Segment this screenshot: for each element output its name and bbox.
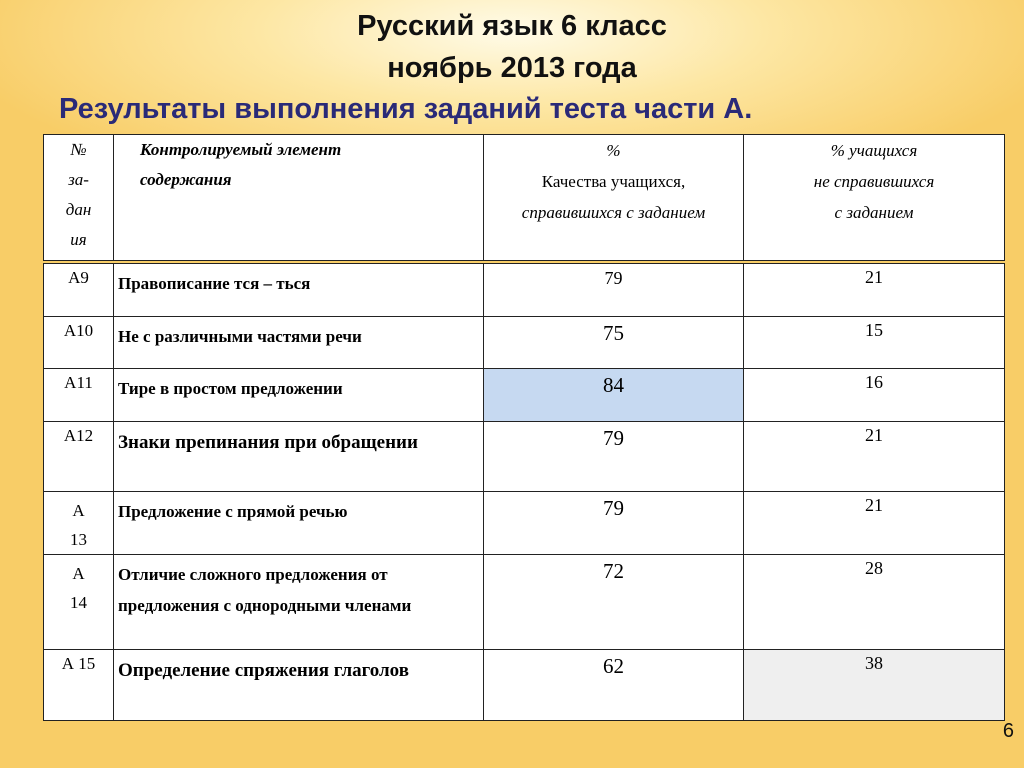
- task-element: Предложение с прямой речью: [114, 492, 484, 555]
- pct-ok: 62: [484, 650, 744, 721]
- task-number: А10: [44, 317, 114, 369]
- task-number: [44, 555, 114, 650]
- task-number: А12: [44, 422, 114, 492]
- pct-ok: 79: [484, 492, 744, 555]
- table-row: [44, 492, 1005, 555]
- pct-fail: 21: [744, 422, 1005, 492]
- task-element: Отличие сложного предложения от предложения с однородными членами: [114, 555, 484, 650]
- header-failed: [744, 135, 1005, 261]
- table-row: [44, 317, 1005, 369]
- pct-ok: 79: [484, 264, 744, 317]
- header-failed-line: не справившихся: [813, 172, 935, 191]
- task-number: А 15: [44, 650, 114, 721]
- table-row: [44, 422, 1005, 492]
- task-element: Не с различными частями речи: [114, 317, 484, 369]
- table-row: [44, 650, 1005, 721]
- header-quality-line: справившихся с заданием: [521, 203, 706, 222]
- pct-ok: 79: [484, 422, 744, 492]
- pct-fail: 15: [744, 317, 1005, 369]
- header-num-line: ия: [70, 230, 87, 249]
- task-number-part: А: [72, 564, 85, 583]
- pct-ok: 75: [484, 317, 744, 369]
- pct-fail-highlight: 38: [744, 650, 1005, 721]
- task-number: [44, 492, 114, 555]
- header-failed-line: с заданием: [834, 203, 914, 222]
- task-number-part: А: [72, 501, 85, 520]
- table-row: [44, 555, 1005, 650]
- header-element-line: Контролируемый элемент: [140, 140, 342, 159]
- pct-fail: 21: [744, 264, 1005, 317]
- pct-ok: 72: [484, 555, 744, 650]
- header-quality-line: Качества учащихся,: [541, 172, 686, 191]
- results-table: [43, 263, 1005, 721]
- slide-title-subject: Русский язык 6 класс: [357, 10, 667, 42]
- header-task-number: [44, 135, 114, 261]
- task-element: Знаки препинания при обращении: [114, 422, 484, 492]
- header-num-line: за-: [68, 170, 89, 189]
- page-number: 6: [1002, 720, 1014, 742]
- task-number-part: 14: [70, 593, 87, 612]
- results-table-header: [43, 134, 1005, 261]
- pct-fail: 28: [744, 555, 1005, 650]
- header-element-line: содержания: [140, 170, 232, 189]
- slide-title-date: ноябрь 2013 года: [387, 52, 637, 84]
- pct-ok-highlight: 84: [484, 369, 744, 422]
- header-num-line: дан: [65, 200, 92, 219]
- task-element: Тире в простом предложении: [114, 369, 484, 422]
- task-element: Правописание тся – ться: [114, 264, 484, 317]
- header-quality: [484, 135, 744, 261]
- header-num-line: №: [70, 140, 87, 159]
- task-number-part: 13: [70, 530, 87, 549]
- pct-fail: 16: [744, 369, 1005, 422]
- table-row: [44, 264, 1005, 317]
- header-failed-line: % учащихся: [830, 141, 918, 160]
- header-element: [114, 135, 484, 261]
- task-element: Определение спряжения глаголов: [114, 650, 484, 721]
- slide-subtitle: Результаты выполнения заданий теста части А.: [59, 93, 753, 125]
- table-row: [44, 369, 1005, 422]
- header-quality-line: %: [606, 141, 621, 160]
- pct-fail: 21: [744, 492, 1005, 555]
- task-number: А9: [44, 264, 114, 317]
- task-number: А11: [44, 369, 114, 422]
